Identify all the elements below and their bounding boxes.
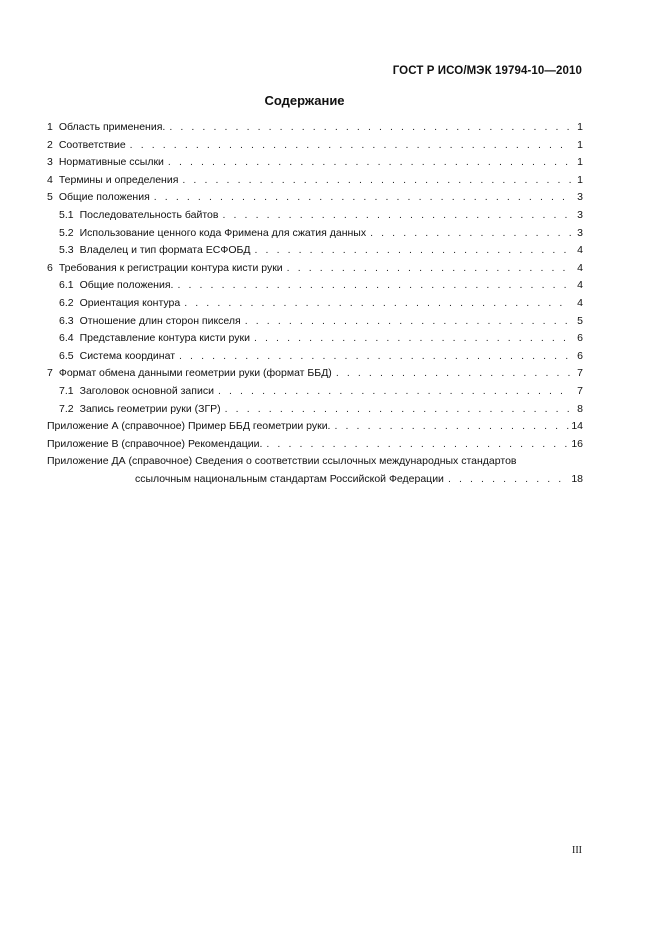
toc-entry-text: Область применения.: [58, 121, 166, 133]
document-code: ГОСТ Р ИСО/МЭК 19794-10—2010: [392, 65, 582, 77]
toc-entry-page: 3: [577, 226, 583, 239]
toc-entry-page: 1: [577, 173, 583, 186]
toc-entry[interactable]: [47, 401, 583, 419]
toc-leader-dots: [130, 137, 571, 155]
toc-entry-page: 4: [577, 296, 583, 309]
toc-entry-number: 7.2: [59, 402, 74, 415]
toc-entry-page: 14: [571, 420, 583, 433]
toc-entry[interactable]: [47, 260, 583, 278]
toc-leader-dots: [225, 401, 571, 419]
page-title: Содержание: [264, 93, 345, 108]
toc-entry-number: 5.3: [59, 244, 74, 257]
toc-entry-text: Заголовок основной записи: [79, 384, 214, 397]
toc-entry[interactable]: [47, 330, 583, 348]
toc-leader-dots: [287, 260, 571, 278]
toc-entry-text: Запись геометрии руки (ЗГР): [79, 402, 221, 415]
toc-entry-text: Общие положения.: [79, 279, 174, 292]
toc-entry-text: Система координат: [79, 349, 176, 362]
toc-leader-dots: [154, 189, 571, 207]
toc-entry-number: 4: [47, 173, 53, 186]
toc-entry-text: Общие положения: [58, 191, 150, 204]
toc-entry-page: 5: [577, 314, 583, 327]
toc-entry-number: 1: [47, 121, 53, 133]
toc-entry-page: 4: [577, 261, 583, 274]
toc-entry-text: Владелец и тип формата ЕСФОБД: [79, 244, 251, 257]
toc-leader-dots: [266, 436, 569, 454]
toc-entry-number: 7.1: [59, 384, 74, 397]
toc-leader-dots: [182, 172, 571, 190]
toc-entry-page: 18: [571, 472, 583, 485]
toc-entry-number: 6.2: [59, 296, 74, 309]
toc-entry-text: Представление контура кисти руки: [79, 332, 250, 345]
toc-leader-dots: [218, 383, 571, 401]
toc-entry-page: 1: [577, 156, 583, 169]
toc-entry[interactable]: [47, 154, 583, 172]
toc-entry[interactable]: [47, 137, 583, 155]
toc-entry-page: 16: [571, 437, 583, 450]
toc-entry-number: 6.5: [59, 349, 74, 362]
toc-entry-text: Ориентация контура: [79, 296, 181, 309]
toc-leader-dots: [448, 471, 569, 489]
toc-entry[interactable]: [47, 189, 583, 207]
toc-leader-dots: [254, 330, 571, 348]
toc-entry[interactable]: [47, 313, 583, 331]
toc-entry[interactable]: [47, 365, 583, 383]
toc-entry-number: 2: [47, 138, 53, 151]
table-of-contents: [47, 119, 583, 488]
toc-entry-number: 5: [47, 191, 53, 204]
toc-entry-text: Приложение В (справочное) Рекомендации.: [47, 437, 263, 450]
toc-entry-text: Отношение длин сторон пикселя: [79, 314, 241, 327]
page-number: III: [572, 845, 582, 856]
toc-entry-number: 6.3: [59, 314, 74, 327]
toc-entry-page: 4: [577, 279, 583, 292]
toc-leader-dots: [336, 365, 571, 383]
toc-entry-number: 6.4: [59, 332, 74, 345]
toc-entry[interactable]: [47, 436, 583, 454]
toc-entry-text: Соответствие: [58, 138, 126, 151]
toc-entry[interactable]: [47, 119, 583, 137]
toc-entry-text: Приложение ДА (справочное) Сведения о соответствии ссылочных международных стандартов: [47, 455, 517, 468]
toc-entry-page: 4: [577, 244, 583, 257]
toc-entry[interactable]: [47, 383, 583, 401]
toc-entry-text: Нормативные ссылки: [58, 156, 164, 169]
toc-entry-page: 6: [577, 349, 583, 362]
toc-leader-dots: [184, 295, 571, 313]
toc-leader-dots: [245, 313, 571, 331]
toc-entry[interactable]: [47, 242, 583, 260]
toc-entry[interactable]: [47, 348, 583, 366]
toc-leader-dots: [222, 207, 571, 225]
toc-entry[interactable]: [47, 172, 583, 190]
toc-leader-dots: [255, 242, 572, 260]
toc-entry-page: 1: [577, 138, 583, 151]
toc-entry-text: Приложение А (справочное) Пример ББД геометрии руки.: [47, 420, 331, 433]
toc-entries: [47, 119, 583, 453]
toc-entry-number: 3: [47, 156, 53, 169]
toc-entry-page: 1: [577, 121, 583, 133]
toc-leader-dots: [179, 348, 571, 366]
toc-entry-number: 5.2: [59, 226, 74, 239]
toc-entry-number: 6.1: [59, 279, 74, 292]
toc-entry-page: 8: [577, 402, 583, 415]
toc-entry-page: 3: [577, 191, 583, 204]
toc-entry-text-continuation: ссылочным национальным стандартам Российской Федерации: [135, 472, 444, 485]
toc-entry[interactable]: [47, 295, 583, 313]
toc-entry-appendix-da[interactable]: [47, 453, 583, 488]
toc-entry[interactable]: [47, 207, 583, 225]
toc-entry-text: Термины и определения: [58, 173, 179, 186]
toc-entry[interactable]: [47, 277, 583, 295]
toc-leader-dots: [168, 154, 571, 172]
toc-entry-page: 6: [577, 332, 583, 345]
toc-entry-number: 7: [47, 367, 53, 380]
toc-entry-text: Требования к регистрации контура кисти руки: [58, 261, 283, 274]
toc-entry-number: 5.1: [59, 208, 74, 221]
toc-leader-dots: [370, 225, 571, 243]
toc-entry[interactable]: [47, 418, 583, 436]
toc-entry-page: 7: [577, 384, 583, 397]
toc-entry-page: 7: [577, 367, 583, 380]
toc-entry-number: 6: [47, 261, 53, 274]
toc-entry-text: Формат обмена данными геометрии руки (формат ББД): [58, 367, 332, 380]
toc-entry-text: Последовательность байтов: [79, 208, 219, 221]
toc-entry[interactable]: [47, 225, 583, 243]
toc-leader-dots: [334, 418, 569, 436]
toc-leader-dots: [169, 119, 571, 137]
toc-leader-dots: [177, 277, 571, 295]
toc-entry-text: Использование ценного кода Фримена для сжатия данных: [79, 226, 367, 239]
toc-entry-page: 3: [577, 208, 583, 221]
